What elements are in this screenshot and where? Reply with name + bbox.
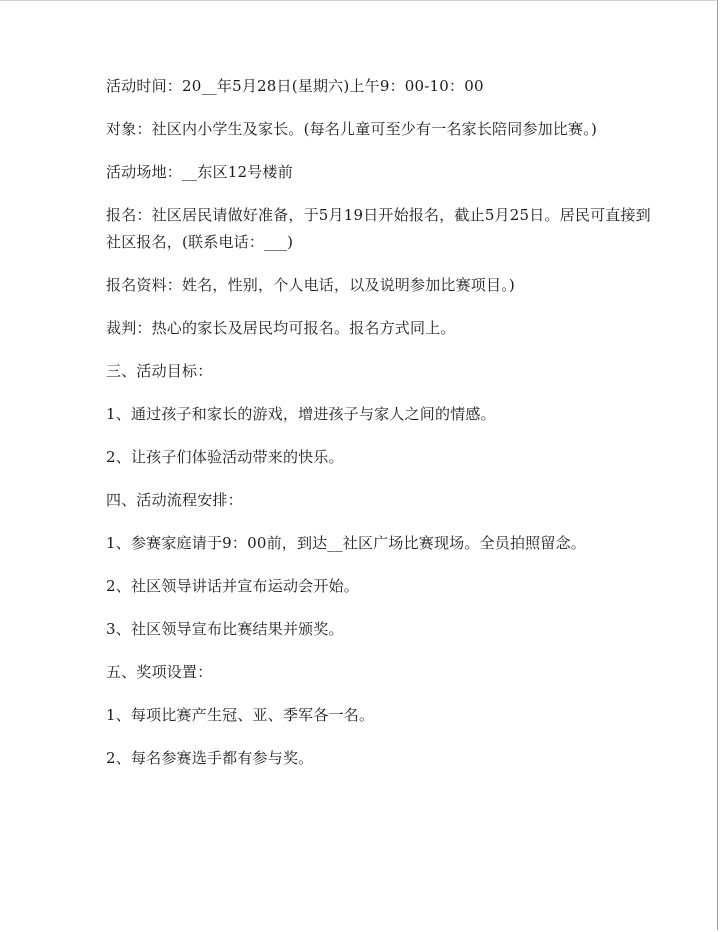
document-body xyxy=(106,73,666,772)
activity-venue: 活动场地：__东区12号楼前 xyxy=(106,163,293,181)
goal-item-2: 2、让孩子们体验活动带来的快乐。 xyxy=(106,448,344,466)
award-item-1: 1、每项比赛产生冠、亚、季军各一名。 xyxy=(106,706,375,724)
section-heading-process: 四、活动流程安排： xyxy=(106,491,243,509)
participants: 对象：社区内小学生及家长。(每名儿童可至少有一名家长陪同参加比赛。) xyxy=(106,120,598,138)
section-heading-goals: 三、活动目标： xyxy=(106,362,213,380)
registration: 报名：社区居民请做好准备，于5月19日开始报名，截止5月25日。居民可直接到社区报名，(联系电话：___) xyxy=(106,206,651,251)
goal-item-1: 1、通过孩子和家长的游戏，增进孩子与家人之间的情感。 xyxy=(106,405,496,423)
process-item-3: 3、社区领导宣布比赛结果并颁奖。 xyxy=(106,620,344,638)
process-item-2: 2、社区领导讲话并宣布运动会开始。 xyxy=(106,577,359,595)
award-item-2: 2、每名参赛选手都有参与奖。 xyxy=(106,749,314,767)
process-item-1: 1、参赛家庭请于9：00前，到达__社区广场比赛现场。全员拍照留念。 xyxy=(106,534,586,552)
referee: 裁判：热心的家长及居民均可报名。报名方式同上。 xyxy=(106,319,456,337)
activity-time: 活动时间：20__年5月28日(星期六)上午9：00-10：00 xyxy=(106,77,484,95)
section-heading-awards: 五、奖项设置： xyxy=(106,663,213,681)
registration-info: 报名资料：姓名，性别，个人电话，以及说明参加比赛项目。) xyxy=(106,276,515,294)
